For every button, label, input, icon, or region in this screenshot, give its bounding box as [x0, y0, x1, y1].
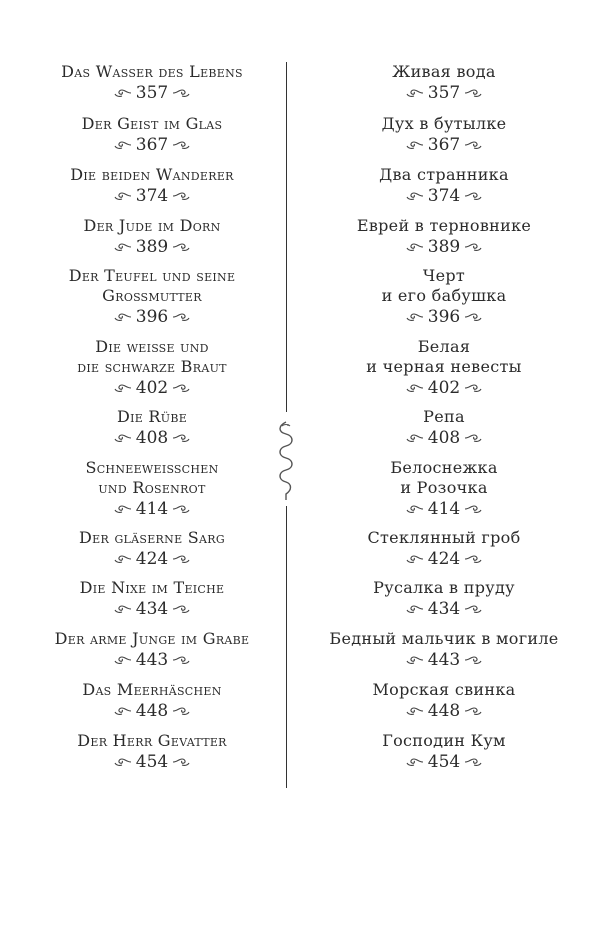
page-number-row: [22, 549, 282, 569]
flourish-icon: [464, 554, 482, 564]
flourish-icon: [464, 88, 482, 98]
flourish-icon: [114, 433, 132, 443]
flourish-icon: [172, 554, 190, 564]
page-number: 424: [427, 549, 461, 569]
toc-entry[interactable]: [22, 407, 282, 448]
flourish-icon: [464, 604, 482, 614]
flourish-icon: [114, 604, 132, 614]
flourish-icon: [406, 312, 424, 322]
page-number-row: [22, 752, 282, 772]
page-number-row: [314, 752, 574, 772]
toc-entry[interactable]: [314, 216, 574, 257]
toc-entry[interactable]: [314, 578, 574, 619]
page-number: 408: [427, 428, 461, 448]
toc-entry[interactable]: [314, 458, 574, 519]
page-number: 374: [135, 186, 169, 206]
flourish-icon: [406, 706, 424, 716]
toc-entry-title: Der Jude im Dorn: [83, 216, 221, 235]
toc-entry[interactable]: [314, 62, 574, 103]
toc-entry-title: Дух в бутылке: [381, 114, 507, 133]
page-number-row: [314, 186, 574, 206]
flourish-icon: [464, 312, 482, 322]
toc-entry-title: Der arme Junge im Grabe: [54, 629, 250, 648]
toc-entry[interactable]: [22, 731, 282, 772]
toc-entry[interactable]: [22, 266, 282, 327]
page-number: 357: [135, 83, 169, 103]
toc-entry-title: Die beiden Wanderer: [70, 165, 234, 184]
page-number: 448: [427, 701, 461, 721]
flourish-icon: [114, 140, 132, 150]
toc-entry[interactable]: [314, 680, 574, 721]
page-number: 408: [135, 428, 169, 448]
toc-entry[interactable]: [314, 629, 574, 670]
toc-entry-title: Белоснежка: [390, 458, 498, 477]
page-number-row: [22, 83, 282, 103]
flourish-icon: [172, 88, 190, 98]
toc-entry-title: Das Meerhäschen: [82, 680, 222, 699]
page-number-row: [22, 378, 282, 398]
serpent-ornament-icon: [272, 420, 300, 502]
toc-entry[interactable]: [22, 680, 282, 721]
flourish-icon: [114, 655, 132, 665]
page-number: 402: [135, 378, 169, 398]
toc-entry-title: Еврей в терновнике: [356, 216, 532, 235]
toc-entry[interactable]: [314, 337, 574, 398]
flourish-icon: [172, 242, 190, 252]
flourish-icon: [172, 140, 190, 150]
toc-entry[interactable]: [314, 407, 574, 448]
page-number-row: [22, 135, 282, 155]
toc-entry-title: die schwarze Braut: [77, 357, 227, 376]
page-number-row: [314, 428, 574, 448]
page-number-row: [314, 135, 574, 155]
flourish-icon: [114, 88, 132, 98]
flourish-icon: [114, 757, 132, 767]
toc-entry-title: Господин Кум: [382, 731, 506, 750]
toc-entry-title: Die Rübe: [116, 407, 188, 426]
toc-entry-title: Der gläserne Sarg: [79, 528, 225, 547]
page-number-row: [314, 599, 574, 619]
page-number: 396: [135, 307, 169, 327]
page-number: 414: [135, 499, 169, 519]
page-number-row: [22, 650, 282, 670]
flourish-icon: [172, 312, 190, 322]
toc-entry-title: Die weiße und: [95, 337, 209, 356]
page-number: 402: [427, 378, 461, 398]
flourish-icon: [172, 757, 190, 767]
page-number: 374: [427, 186, 461, 206]
flourish-icon: [114, 312, 132, 322]
flourish-icon: [464, 433, 482, 443]
center-divider-bottom: [286, 506, 287, 788]
toc-entry-title: Das Wasser des Lebens: [61, 62, 243, 81]
page-number-row: [314, 237, 574, 257]
page-number: 454: [135, 752, 169, 772]
flourish-icon: [172, 706, 190, 716]
toc-entry-title: Репа: [423, 407, 465, 426]
page-number: 357: [427, 83, 461, 103]
page-number-row: [22, 307, 282, 327]
toc-entry[interactable]: [314, 731, 574, 772]
flourish-icon: [172, 604, 190, 614]
page-number-row: [22, 599, 282, 619]
page-number-row: [314, 307, 574, 327]
page-number: 367: [135, 135, 169, 155]
flourish-icon: [114, 504, 132, 514]
page-number: 434: [135, 599, 169, 619]
toc-entry-title: Русалка в пруду: [373, 578, 515, 597]
flourish-icon: [406, 140, 424, 150]
flourish-icon: [406, 604, 424, 614]
page-number: 389: [135, 237, 169, 257]
center-divider-top: [286, 62, 287, 412]
toc-entry[interactable]: [22, 165, 282, 206]
toc-entry-title: Der Teufel und seine: [68, 266, 236, 285]
page-number: 367: [427, 135, 461, 155]
toc-entry[interactable]: [22, 528, 282, 569]
flourish-icon: [406, 433, 424, 443]
flourish-icon: [464, 757, 482, 767]
toc-entry[interactable]: [314, 165, 574, 206]
page-number: 434: [427, 599, 461, 619]
flourish-icon: [172, 655, 190, 665]
flourish-icon: [406, 554, 424, 564]
page-number-row: [314, 650, 574, 670]
flourish-icon: [464, 655, 482, 665]
flourish-icon: [172, 383, 190, 393]
flourish-icon: [114, 706, 132, 716]
toc-entry-title: Großmutter: [102, 286, 202, 305]
toc-entry[interactable]: [314, 114, 574, 155]
toc-entry-title: Морская свинка: [372, 680, 516, 699]
flourish-icon: [464, 706, 482, 716]
page-number: 389: [427, 237, 461, 257]
toc-entry-title: und Rosenrot: [98, 478, 206, 497]
flourish-icon: [406, 655, 424, 665]
flourish-icon: [464, 140, 482, 150]
toc-entry-title: Schneeweißchen: [85, 458, 219, 477]
page-number: 424: [135, 549, 169, 569]
page-number: 414: [427, 499, 461, 519]
toc-entry-title: Стеклянный гроб: [367, 528, 521, 547]
toc-entry-title: Черт: [422, 266, 466, 285]
flourish-icon: [406, 191, 424, 201]
flourish-icon: [114, 383, 132, 393]
toc-entry-title: Der Herr Gevatter: [77, 731, 227, 750]
toc-entry-title: Два странника: [379, 165, 509, 184]
toc-entry-title: Живая вода: [392, 62, 496, 81]
toc-entry[interactable]: [22, 578, 282, 619]
flourish-icon: [172, 433, 190, 443]
toc-entry[interactable]: [22, 114, 282, 155]
toc-entry[interactable]: [22, 337, 282, 398]
page-number-row: [22, 237, 282, 257]
flourish-icon: [406, 383, 424, 393]
toc-entry-title: и Розочка: [400, 478, 488, 497]
toc-entry[interactable]: [22, 629, 282, 670]
toc-entry[interactable]: [22, 216, 282, 257]
flourish-icon: [406, 242, 424, 252]
page-number-row: [22, 499, 282, 519]
flourish-icon: [464, 383, 482, 393]
flourish-icon: [406, 757, 424, 767]
page-number-row: [314, 549, 574, 569]
toc-entry-title: Die Nixe im Teiche: [79, 578, 225, 597]
toc-entry-title: Der Geist im Glas: [81, 114, 223, 133]
flourish-icon: [114, 554, 132, 564]
flourish-icon: [114, 191, 132, 201]
flourish-icon: [406, 504, 424, 514]
toc-entry[interactable]: [22, 62, 282, 103]
toc-entry-title: Белая: [417, 337, 471, 356]
page-number: 396: [427, 307, 461, 327]
flourish-icon: [464, 504, 482, 514]
toc-entry[interactable]: [22, 458, 282, 519]
page-number-row: [22, 701, 282, 721]
flourish-icon: [406, 88, 424, 98]
toc-entry-title: и черная невесты: [366, 357, 522, 376]
page-number: 454: [427, 752, 461, 772]
toc-entry-title: и его бабушка: [381, 286, 507, 305]
toc-entry[interactable]: [314, 528, 574, 569]
flourish-icon: [464, 191, 482, 201]
page-number-row: [22, 428, 282, 448]
page-number-row: [22, 186, 282, 206]
flourish-icon: [464, 242, 482, 252]
page-number-row: [314, 701, 574, 721]
flourish-icon: [172, 191, 190, 201]
flourish-icon: [114, 242, 132, 252]
toc-entry[interactable]: [314, 266, 574, 327]
page-number-row: [314, 83, 574, 103]
page-number: 443: [427, 650, 461, 670]
flourish-icon: [172, 504, 190, 514]
page-number: 448: [135, 701, 169, 721]
toc-entry-title: Бедный мальчик в могиле: [329, 629, 559, 648]
page-number-row: [314, 378, 574, 398]
page-number-row: [314, 499, 574, 519]
page-number: 443: [135, 650, 169, 670]
